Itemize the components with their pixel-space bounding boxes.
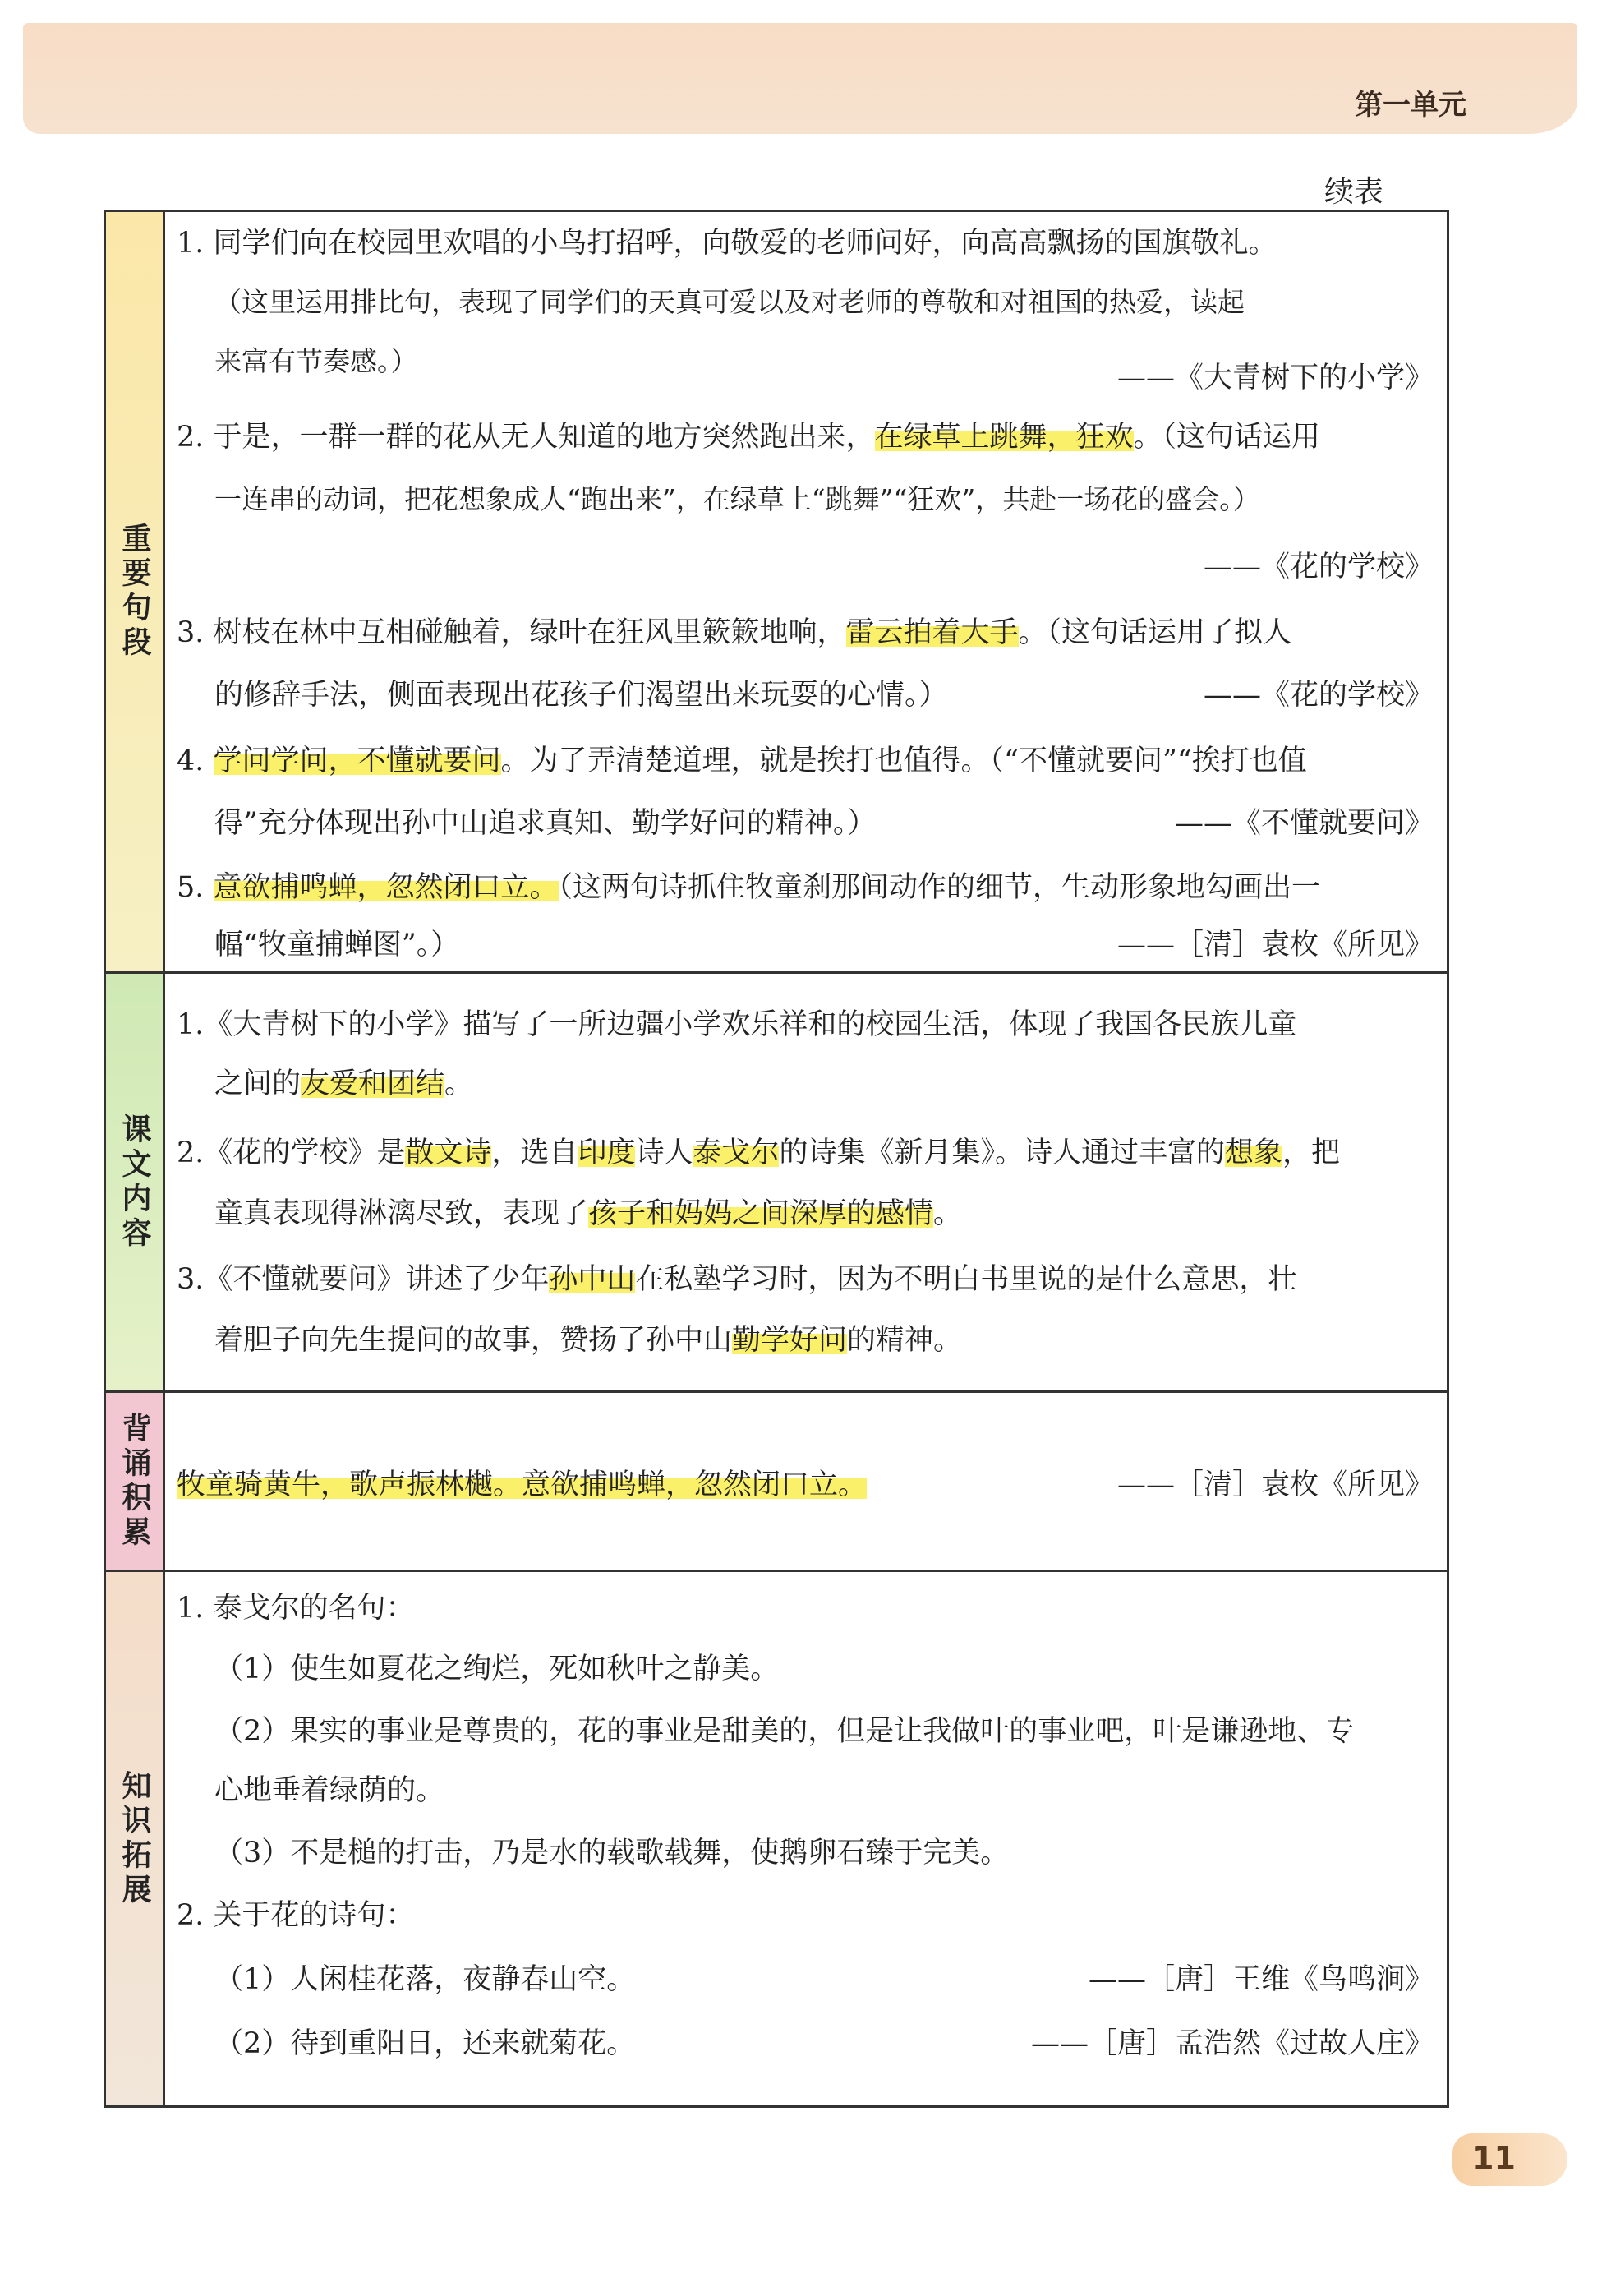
sentence-2-line-1: 2. 于是，一群一群的花从无人知道的地方突然跑出来，在绿草上跳舞，狂欢。（这句话运用 (177, 421, 1321, 454)
section-text-content (106, 974, 1447, 1393)
section-label (106, 1393, 165, 1570)
section-label-text: 课文内容 (117, 1113, 151, 1252)
summary-table (104, 210, 1449, 2108)
highlight: 雷云拍着大手 (845, 616, 1019, 649)
content-2-line-1: 2.《花的学校》是散文诗，选自印度诗人泰戈尔的诗集《新月集》。诗人通过丰富的想象，把 (177, 1136, 1341, 1169)
content-1-line-2: 之间的友爱和团结。 (214, 1067, 474, 1100)
section-label (106, 1572, 165, 2105)
content-2-line-2: 童真表现得淋漓尽致，表现了孩子和妈妈之间深厚的感情。 (214, 1197, 963, 1230)
highlight: 勤学好问 (732, 1324, 848, 1357)
quote-3: （3）不是槌的打击，乃是水的载歌载舞，使鹅卵石臻于完美。 (214, 1837, 1010, 1870)
section-label-text: 背诵积累 (117, 1412, 151, 1551)
sentence-4-source: ——《不懂就要问》 (1174, 807, 1434, 840)
section-label-text: 知识拓展 (117, 1769, 151, 1908)
sentence-3-line-2: 的修辞手法，侧面表现出花孩子们渴望出来玩耍的心情。） (214, 679, 948, 712)
unit-label: 第一单元 (1355, 89, 1466, 122)
sentence-1-line-1: 1. 同学们向在校园里欢唱的小鸟打招呼，向敬爱的老师问好，向高高飘扬的国旗敬礼。 (177, 227, 1277, 260)
extension-heading-1: 1. 泰戈尔的名句： (177, 1592, 415, 1625)
section-label (106, 974, 165, 1390)
poem-1: （1）人闲桂花落，夜静春山空。 (214, 1963, 636, 1996)
sentence-4-line-2: 得”充分体现出孙中山追求真知、勤学好问的精神。） (214, 807, 877, 840)
poem-2: （2）待到重阳日，还来就菊花。 (214, 2027, 636, 2060)
sentence-3-line-1: 3. 树枝在林中互相碰触着，绿叶在狂风里簌簌地响，雷云拍着大手。（这句话运用了拟人 (177, 616, 1292, 649)
highlight: 泰戈尔 (693, 1136, 780, 1169)
section-key-sentences (106, 212, 1447, 974)
section-content (165, 212, 1447, 971)
poem-2-source: ——［唐］孟浩然《过故人庄》 (1030, 2027, 1434, 2060)
section-label-text: 重要句段 (117, 523, 151, 661)
section-content (165, 1393, 1447, 1570)
recitation-source: ——［清］袁枚《所见》 (1116, 1468, 1434, 1501)
content-3-line-2: 着胆子向先生提问的故事，赞扬了孙中山勤学好问的精神。 (214, 1324, 963, 1357)
highlight: 意欲捕鸣蝉，忽然闭口立。 (213, 871, 559, 904)
highlight: 孙中山 (549, 1263, 636, 1296)
extension-heading-2: 2. 关于花的诗句： (177, 1899, 415, 1932)
sentence-5-line-1: 5. 意欲捕鸣蝉，忽然闭口立。（这两句诗抓住牧童刹那间动作的细节，生动形象地勾画出一 (177, 871, 1321, 904)
section-content (165, 1572, 1447, 2105)
section-extension (106, 1572, 1447, 2105)
sentence-2-line-2: 一连串的动词，把花想象成人“跑出来”，在绿草上“跳舞”“狂欢”，共赴一场花的盛会。） (214, 483, 1260, 515)
highlight: 在绿草上跳舞，狂欢 (874, 421, 1134, 454)
quote-2-line-2: 心地垂着绿荫的。 (214, 1774, 445, 1807)
sentence-1-source: ——《大青树下的小学》 (1116, 362, 1434, 394)
sentence-3-source: ——《花的学校》 (1203, 679, 1434, 712)
sentence-1-line-2: （这里运用排比句，表现了同学们的天真可爱以及对老师的尊敬和对祖国的热爱，读起 (214, 286, 1245, 318)
sentence-4-line-1: 4. 学问学问，不懂就要问。为了弄清楚道理，就是挨打也值得。（“不懂就要问”“挨打也值 (177, 745, 1307, 777)
sentence-5-source: ——［清］袁枚《所见》 (1116, 929, 1434, 961)
highlight: 想象 (1225, 1136, 1283, 1169)
sentence-2-source: ——《花的学校》 (1203, 551, 1434, 583)
highlight: 友爱和团结 (301, 1067, 445, 1100)
poem-1-source: ——［唐］王维《鸟鸣涧》 (1088, 1963, 1434, 1996)
continued-label: 续表 (1324, 175, 1384, 209)
highlight: 学问学问，不懂就要问 (213, 745, 501, 777)
highlight: 印度 (578, 1136, 636, 1169)
section-content (165, 974, 1447, 1390)
content-1-line-1: 1.《大青树下的小学》描写了一所边疆小学欢乐祥和的校园生活，体现了我国各民族儿童 (177, 1008, 1297, 1041)
quote-1: （1）使生如夏花之绚烂，死如秋叶之静美。 (214, 1653, 780, 1685)
section-recitation (106, 1393, 1447, 1572)
highlight: 牧童骑黄牛，歌声振林樾。意欲捕鸣蝉，忽然闭口立。 (177, 1468, 868, 1501)
highlight: 孩子和妈妈之间深厚的感情 (588, 1197, 934, 1230)
section-label (106, 212, 165, 971)
page-number: 11 (1472, 2140, 1516, 2176)
header-band (23, 23, 1577, 134)
sentence-5-line-2: 幅“牧童捕蝉图”。） (214, 929, 460, 961)
content-3-line-1: 3.《不懂就要问》讲述了少年孙中山在私塾学习时，因为不明白书里说的是什么意思，壮 (177, 1263, 1297, 1296)
quote-2-line-1: （2）果实的事业是尊贵的，花的事业是甜美的，但是让我做叶的事业吧，叶是谦逊地、专 (214, 1715, 1355, 1748)
sentence-1-line-3: 来富有节奏感。） (214, 345, 418, 377)
highlight: 散文诗 (405, 1136, 492, 1169)
